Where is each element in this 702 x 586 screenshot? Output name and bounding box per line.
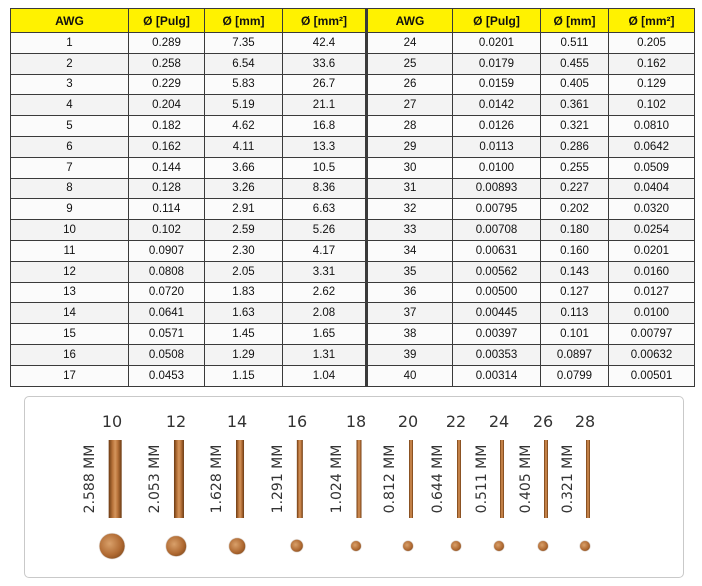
table-cell: 1.45 [205,324,283,345]
table-cell: 1.65 [283,324,367,345]
table-cell: 2.91 [205,199,283,220]
wire-sample-bar [236,440,244,518]
table-cell: 0.0320 [609,199,695,220]
wire-cross-section-dot [100,534,125,559]
table-cell: 0.0127 [609,282,695,303]
header-awg-left: AWG [11,9,129,33]
table-row [11,220,695,241]
table-cell: 0.144 [129,157,205,178]
table-cell: 0.0254 [609,220,695,241]
table-cell: 0.0159 [453,74,541,95]
table-cell: 0.455 [541,53,609,74]
table-cell: 0.0100 [609,303,695,324]
table-cell: 30 [367,157,453,178]
table-row [11,116,695,137]
diameter-label: 1.024 MM [329,444,346,514]
table-cell: 0.0808 [129,261,205,282]
table-cell: 8.36 [283,178,367,199]
table-cell: 0.0571 [129,324,205,345]
table-cell: 13.3 [283,136,367,157]
table-cell: 0.0113 [453,136,541,157]
table-cell: 0.227 [541,178,609,199]
diameter-label: 0.321 MM [559,444,576,514]
table-cell: 0.00632 [609,344,695,365]
table-row [11,365,695,386]
gauge-number-label: 28 [574,412,596,431]
table-cell: 37 [367,303,453,324]
diameter-label: 0.511 MM [473,444,490,514]
table-header-row [11,9,695,33]
wire-sample-bar [356,440,361,518]
table-cell: 0.0160 [609,261,695,282]
table-cell: 26 [367,74,453,95]
table-cell: 0.229 [129,74,205,95]
wire-cross-section-dot [166,536,186,556]
header-diameter-inch-left: Ø [Pulg] [129,9,205,33]
table-cell: 0.0907 [129,240,205,261]
wire-sample-bar [297,440,303,518]
table-cell: 0.102 [609,95,695,116]
table-cell: 1 [11,33,129,54]
gauge-number-label: 26 [532,412,554,431]
table-cell: 0.0810 [609,116,695,137]
table-cell: 0.0126 [453,116,541,137]
table-cell: 28 [367,116,453,137]
header-diameter-mm-left: Ø [mm] [205,9,283,33]
table-cell: 42.4 [283,33,367,54]
table-cell: 11 [11,240,129,261]
table-row [11,303,695,324]
table-cell: 0.128 [129,178,205,199]
table-cell: 0.00631 [453,240,541,261]
table-cell: 2.62 [283,282,367,303]
table-cell: 38 [367,324,453,345]
table-cell: 0.127 [541,282,609,303]
table-cell: 7 [11,157,129,178]
table-cell: 5.26 [283,220,367,241]
table-cell: 6.63 [283,199,367,220]
wire-cross-section-dot [229,538,245,554]
table-cell: 3 [11,74,129,95]
table-cell: 35 [367,261,453,282]
diameter-label: 0.405 MM [517,444,534,514]
table-cell: 0.405 [541,74,609,95]
header-area-mm2-left: Ø [mm²] [283,9,367,33]
table-cell: 0.129 [609,74,695,95]
table-cell: 15 [11,324,129,345]
table-cell: 0.180 [541,220,609,241]
wire-sample-bar [109,440,122,518]
table-cell: 0.00500 [453,282,541,303]
gauge-number-label: 20 [397,412,419,431]
table-row [11,199,695,220]
wire-sample-bar [174,440,184,518]
wire-cross-section-dot [494,541,504,551]
table-cell: 0.160 [541,240,609,261]
table-cell: 0.0642 [609,136,695,157]
gauge-number-label: 16 [286,412,308,431]
table-body [11,33,695,387]
table-cell: 0.101 [541,324,609,345]
diameter-label: 1.628 MM [209,444,226,514]
table-cell: 0.0453 [129,365,205,386]
table-cell: 0.0509 [609,157,695,178]
table-cell: 8 [11,178,129,199]
table-cell: 34 [367,240,453,261]
table-cell: 17 [11,365,129,386]
table-row [11,178,695,199]
wire-sample-bar [544,440,548,518]
table-cell: 29 [367,136,453,157]
table-cell: 31 [367,178,453,199]
header-diameter-mm-right: Ø [mm] [541,9,609,33]
table-cell: 13 [11,282,129,303]
table-cell: 33 [367,220,453,241]
table-cell: 0.00797 [609,324,695,345]
table-cell: 3.66 [205,157,283,178]
table-cell: 16 [11,344,129,365]
table-cell: 33.6 [283,53,367,74]
gauge-number-label: 10 [101,412,123,431]
table-cell: 6 [11,136,129,157]
table-cell: 2 [11,53,129,74]
header-diameter-inch-right: Ø [Pulg] [453,9,541,33]
table-cell: 36 [367,282,453,303]
table-cell: 0.286 [541,136,609,157]
diameter-label: 2.588 MM [82,444,98,514]
table-row [11,136,695,157]
table-cell: 2.30 [205,240,283,261]
gauge-number-label: 18 [345,412,367,431]
table-cell: 2.59 [205,220,283,241]
diameter-label: 2.053 MM [147,444,164,514]
header-area-mm2-right: Ø [mm²] [609,9,695,33]
table-row [11,324,695,345]
table-row [11,95,695,116]
table-cell: 27 [367,95,453,116]
table-cell: 40 [367,365,453,386]
table-cell: 3.26 [205,178,283,199]
table-cell: 5.83 [205,74,283,95]
table-cell: 9 [11,199,129,220]
diameter-label: 0.812 MM [381,444,398,514]
table-cell: 0.204 [129,95,205,116]
table-cell: 0.113 [541,303,609,324]
table-cell: 0.0641 [129,303,205,324]
table-cell: 0.162 [129,136,205,157]
table-cell: 0.00562 [453,261,541,282]
table-cell: 16.8 [283,116,367,137]
wire-sample-bar [457,440,461,518]
table-cell: 5.19 [205,95,283,116]
table-cell: 24 [367,33,453,54]
table-cell: 0.0897 [541,344,609,365]
table-cell: 0.258 [129,53,205,74]
gauge-number-label: 24 [488,412,510,431]
table-cell: 0.0404 [609,178,695,199]
table-cell: 0.00795 [453,199,541,220]
table-cell: 5 [11,116,129,137]
header-awg-right: AWG [367,9,453,33]
table-cell: 2.08 [283,303,367,324]
wire-cross-section-dot [351,541,361,551]
table-cell: 0.361 [541,95,609,116]
table-cell: 0.255 [541,157,609,178]
table-cell: 1.83 [205,282,283,303]
table-cell: 0.0720 [129,282,205,303]
table-cell: 4 [11,95,129,116]
wire-cross-section-dot [580,541,590,551]
wire-sample-bar [586,440,590,518]
table-cell: 0.0179 [453,53,541,74]
table-cell: 0.00708 [453,220,541,241]
diameter-label: 1.291 MM [269,444,286,514]
awg-wire-table [10,8,695,387]
table-cell: 0.114 [129,199,205,220]
table-cell: 0.0201 [453,33,541,54]
table-cell: 0.0201 [609,240,695,261]
table-cell: 4.62 [205,116,283,137]
gauge-number-label: 14 [226,412,248,431]
wire-sample-bar [500,440,504,518]
table-cell: 0.00501 [609,365,695,386]
table-cell: 7.35 [205,33,283,54]
table-cell: 0.0799 [541,365,609,386]
table-cell: 0.289 [129,33,205,54]
table-cell: 10 [11,220,129,241]
table-row [11,157,695,178]
table-cell: 0.202 [541,199,609,220]
diameter-label: 0.644 MM [430,444,447,514]
gauge-number-label: 22 [445,412,467,431]
table-cell: 32 [367,199,453,220]
table-cell: 21.1 [283,95,367,116]
table-row [11,53,695,74]
table-cell: 4.11 [205,136,283,157]
table-cell: 0.00353 [453,344,541,365]
table-cell: 3.31 [283,261,367,282]
table-cell: 26.7 [283,74,367,95]
table-cell: 1.15 [205,365,283,386]
table-row [11,74,695,95]
table-cell: 0.143 [541,261,609,282]
table-cell: 0.0508 [129,344,205,365]
table-row [11,240,695,261]
table-cell: 0.321 [541,116,609,137]
table-cell: 2.05 [205,261,283,282]
table-cell: 0.102 [129,220,205,241]
table-cell: 0.00445 [453,303,541,324]
table-cell: 0.205 [609,33,695,54]
table-cell: 12 [11,261,129,282]
table-cell: 1.31 [283,344,367,365]
table-row [11,344,695,365]
table-cell: 1.04 [283,365,367,386]
table-cell: 0.0142 [453,95,541,116]
table-cell: 14 [11,303,129,324]
table-cell: 0.00893 [453,178,541,199]
table-cell: 1.63 [205,303,283,324]
table-cell: 0.162 [609,53,695,74]
table-row [11,282,695,303]
table-cell: 25 [367,53,453,74]
table-row [11,33,695,54]
table-cell: 1.29 [205,344,283,365]
table-cell: 0.00314 [453,365,541,386]
table-cell: 10.5 [283,157,367,178]
table-cell: 0.00397 [453,324,541,345]
wire-sample-bar [409,440,413,518]
table-cell: 0.511 [541,33,609,54]
wire-cross-section-dot [538,541,548,551]
table-cell: 39 [367,344,453,365]
table-row [11,261,695,282]
table-cell: 4.17 [283,240,367,261]
table-cell: 6.54 [205,53,283,74]
wire-cross-section-dot [451,541,461,551]
gauge-number-label: 12 [165,412,187,431]
table-cell: 0.0100 [453,157,541,178]
table-cell: 0.182 [129,116,205,137]
wire-cross-section-dot [403,541,413,551]
